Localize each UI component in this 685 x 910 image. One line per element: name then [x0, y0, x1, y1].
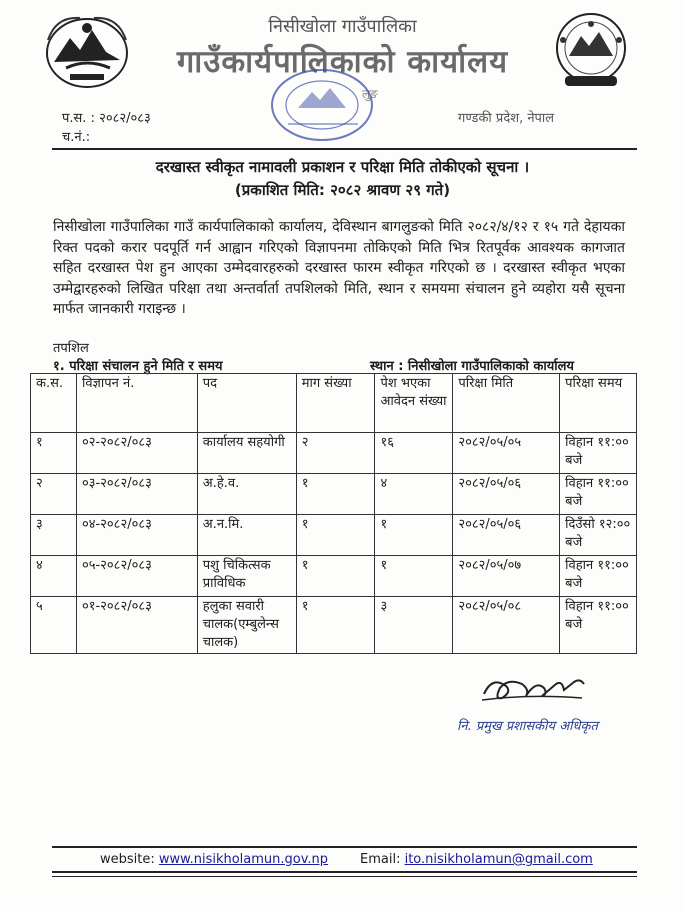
cell-exam-date: २०८२/०५/०६: [453, 515, 560, 556]
table-header-row: [31, 374, 637, 433]
cell-ad-no: ०४-२०८२/०८३: [76, 515, 197, 556]
org-name-small: निसीखोला गाउँपालिका: [268, 16, 417, 37]
cell-applied: १: [375, 556, 453, 597]
col-header-exam-time: परिक्षा समय: [560, 374, 637, 433]
footer-website: [100, 852, 328, 867]
cell-demand: १: [296, 597, 375, 654]
header-divider: [52, 148, 637, 150]
table-row: [31, 433, 637, 474]
cell-exam-time: दिउँसो १२:०० बजे: [560, 515, 637, 556]
notice-body: निसीखोला गाउँपालिका गाउँ कार्यपालिकाको कार्यालय, देविस्थान बागलुङको मिति २०८२/४/१२ र १५ गते देहायका रिक्त पदको करार पदपूर्ति गर्न आह्वान गरिएको विज्ञापनमा तोकिएको मिति भित्र रितपूर्वक आवश्यक कागजात सहित दरखास्त पेश हुन आएका उम्मेदवारहरुको दरखास्त फारम स्वीकृत गरिएको छ । दरखास्त स्वीकृत भएका उम्मेद्वारहरुको लिखित परिक्षा तथा अन्तर्वार्ता तपशिलको मिति, स्थान र समयमा संचालन हुने व्यहोरा यसै सूचना मार्फत जानकारी गराइन्छ ।: [53, 219, 625, 317]
cell-sn: २: [31, 474, 77, 515]
col-header-applied: पेश भएका आवेदन संख्या: [375, 374, 453, 433]
org-name-main: गाउँकार्यपालिकाको कार्यालय: [176, 44, 509, 80]
col-header-sn: क.स.: [31, 374, 77, 433]
cell-sn: १: [31, 433, 77, 474]
table-row: [31, 597, 637, 654]
cell-post: पशु चिकित्सक प्राविधिक: [197, 556, 296, 597]
dispatch-number: च.नं.:: [62, 130, 91, 145]
cell-demand: १: [296, 556, 375, 597]
cell-post: कार्यालय सहयोगी: [197, 433, 296, 474]
details-label: तपशिल: [53, 341, 89, 356]
col-header-exam-date: परिक्षा मिति: [453, 374, 560, 433]
cell-demand: १: [296, 474, 375, 515]
footer-email: [360, 852, 593, 867]
cell-demand: १: [296, 515, 375, 556]
website-link[interactable]: www.nisikholamun.gov.np: [158, 852, 329, 867]
signature-icon: [478, 670, 588, 706]
footer-divider-thin: [52, 876, 637, 877]
cell-sn: ५: [31, 597, 77, 654]
cell-ad-no: ०२-२०८२/०८३: [76, 433, 197, 474]
cell-post: अ.हे.व.: [197, 474, 296, 515]
cell-post: हलुका सवारी चालक(एम्बुलेन्स चालक): [197, 597, 296, 654]
email-label: Email:: [360, 852, 401, 867]
cell-applied: १: [375, 515, 453, 556]
published-date: (प्रकाशित मिति: २०८२ श्रावण २९ गते): [234, 181, 451, 199]
signatory-title: नि. प्रमुख प्रशासकीय अधिकृत: [457, 719, 598, 734]
section-title: १. परिक्षा संचालन हुने मिति र समय: [53, 359, 223, 374]
col-header-post: पद: [197, 374, 296, 433]
cell-exam-time: विहान ११:०० बजे: [560, 474, 637, 515]
cell-applied: ४: [375, 474, 453, 515]
cell-exam-date: २०८२/०५/०८: [453, 597, 560, 654]
province-label: गण्डकी प्रदेश, नेपाल: [458, 111, 555, 126]
cell-exam-time: विहान ११:०० बजे: [560, 433, 637, 474]
cell-exam-date: २०८२/०५/०६: [453, 474, 560, 515]
cell-sn: ४: [31, 556, 77, 597]
email-link[interactable]: ito.nisikholamun@gmail.com: [404, 852, 593, 867]
exam-venue: स्थान : निसीखोला गाउँपालिकाको कार्यालय: [370, 359, 574, 374]
cell-ad-no: ०५-२०८२/०८३: [76, 556, 197, 597]
cell-sn: ३: [31, 515, 77, 556]
cell-exam-date: २०८२/०५/०५: [453, 433, 560, 474]
table-row: [31, 556, 637, 597]
cell-ad-no: ०३-२०८२/०८३: [76, 474, 197, 515]
cell-ad-no: ०१-२०८२/०८३: [76, 597, 197, 654]
cell-applied: ३: [375, 597, 453, 654]
cell-applied: १६: [375, 433, 453, 474]
table-row: [31, 515, 637, 556]
notice-title: दरखास्त स्वीकृत नामावली प्रकाशन र परिक्षा मिति तोकीएको सूचना ।: [155, 158, 530, 176]
cell-exam-date: २०८२/०५/०७: [453, 556, 560, 597]
org-name-suffix: लुङ: [362, 87, 378, 101]
footer-divider-bottom: [52, 871, 637, 873]
office-stamp-icon: [268, 66, 376, 144]
table-row: [31, 474, 637, 515]
col-header-demand: माग संख्या: [296, 374, 375, 433]
cell-exam-time: विहान ११:०० बजे: [560, 597, 637, 654]
cell-exam-time: विहान ११:०० बजे: [560, 556, 637, 597]
cell-demand: २: [296, 433, 375, 474]
col-header-ad-no: विज्ञापन नं.: [76, 374, 197, 433]
footer-divider-top: [52, 846, 637, 848]
reference-number: प.स. : २०८२/०८३: [62, 111, 151, 126]
exam-schedule-table: [30, 373, 637, 654]
cell-post: अ.न.मि.: [197, 515, 296, 556]
website-label: website:: [100, 852, 155, 867]
